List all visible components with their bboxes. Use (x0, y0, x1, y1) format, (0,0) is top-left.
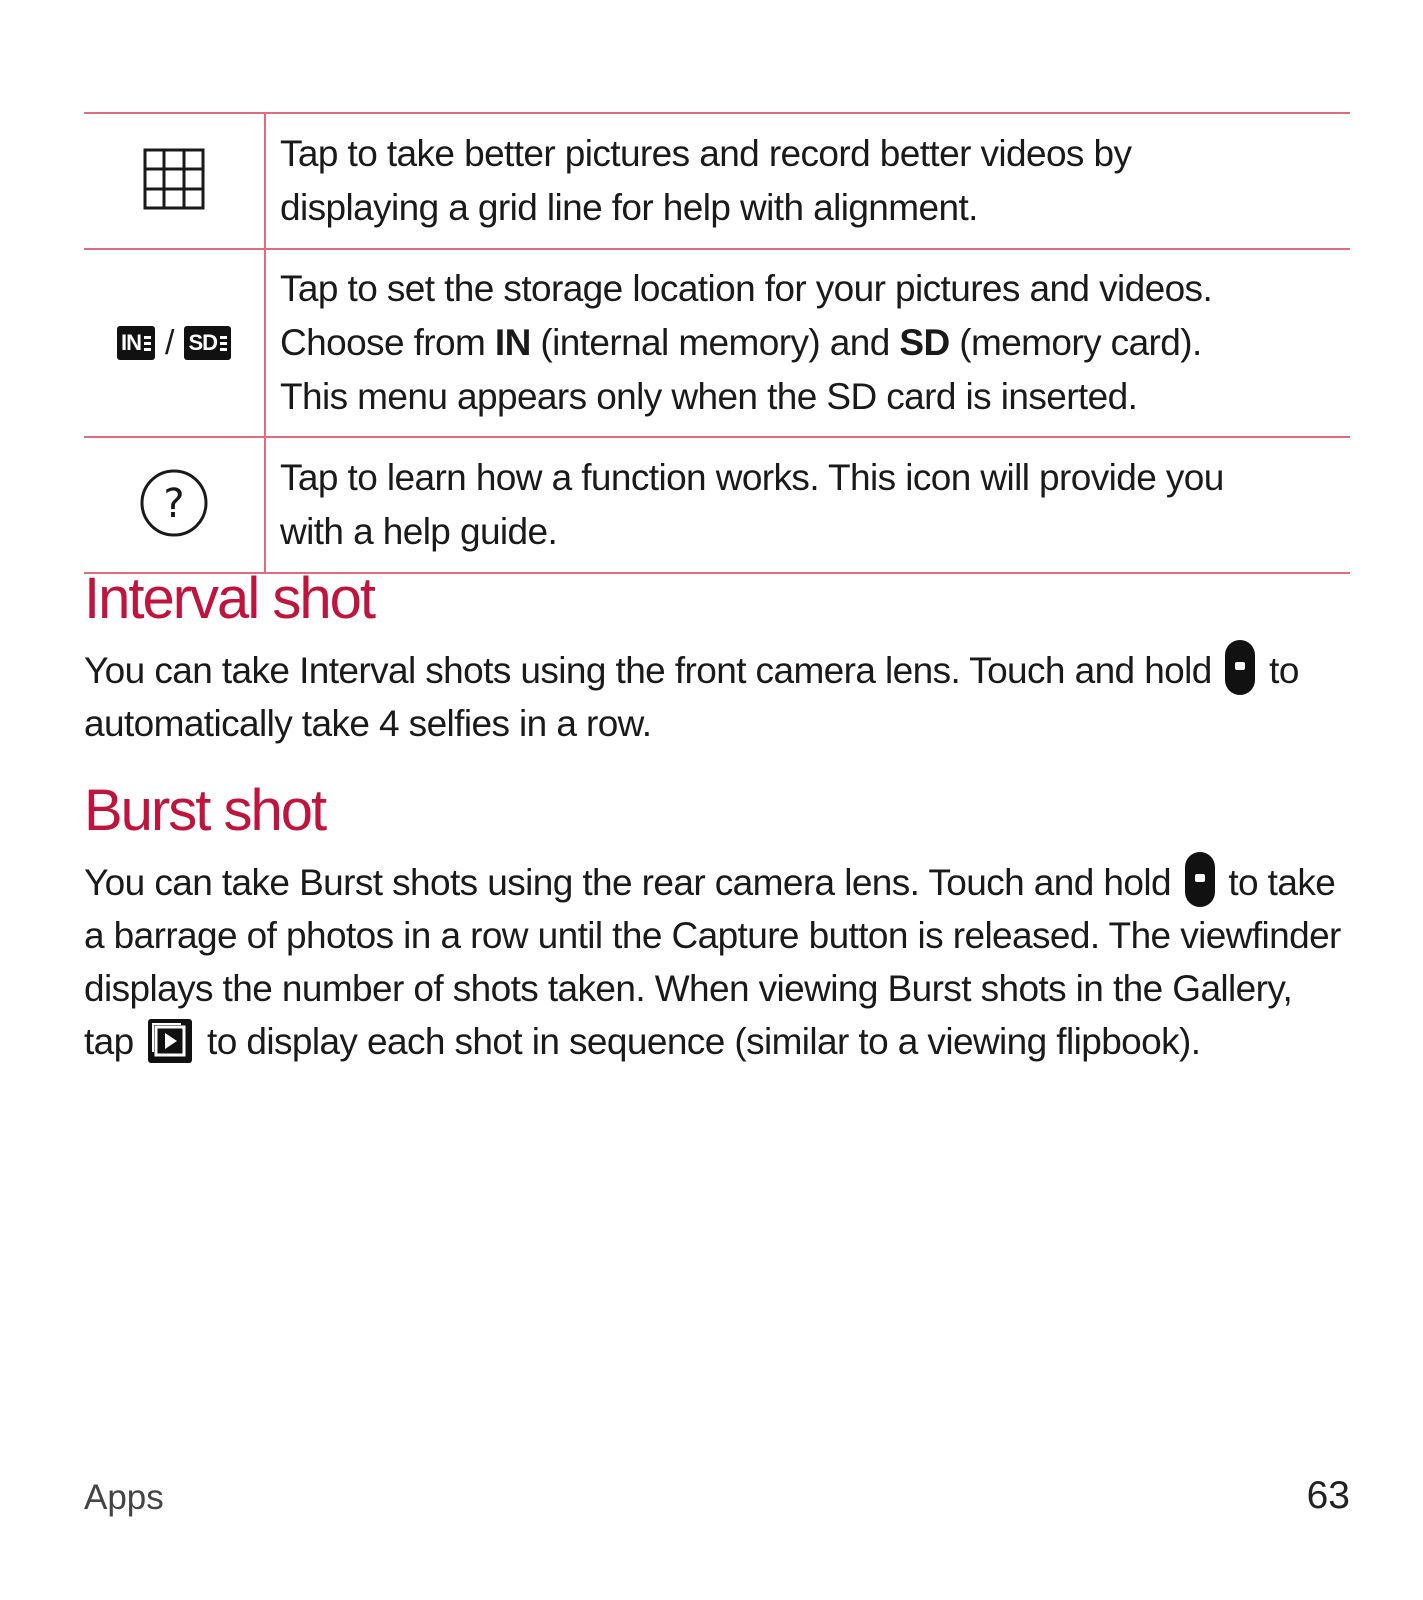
description-line-text: (memory card). (949, 322, 1202, 363)
description-line-text: Choose from (280, 322, 495, 363)
capture-button-icon (1225, 640, 1255, 695)
description-cell (265, 249, 1350, 437)
interval-shot-paragraph (84, 640, 1350, 750)
interval-shot-heading: Interval shot (84, 566, 374, 631)
description-line: This menu appears only when the SD card is inserted. (280, 376, 1138, 417)
storage-icons (117, 324, 231, 363)
table-row (84, 437, 1350, 573)
paragraph-text: to display each shot in sequence (similar to a viewing flipbook). (197, 1021, 1201, 1062)
internal-memory-icon-label: IN (120, 330, 141, 355)
separator: / (164, 323, 175, 362)
manual-page (84, 0, 1350, 1600)
internal-memory-icon (117, 326, 155, 360)
page-number: 63 (1306, 1474, 1350, 1517)
sd-card-icon (184, 326, 231, 360)
description-line: displaying a grid line for help with alignment. (280, 187, 978, 228)
bold-sd: SD (899, 322, 950, 363)
description-cell (265, 113, 1350, 249)
description-line: Tap to learn how a function works. This icon will provide you (280, 457, 1224, 498)
svg-text:?: ? (163, 480, 185, 527)
burst-shot-heading: Burst shot (84, 778, 326, 843)
flipbook-icon (147, 1018, 193, 1078)
bold-in: IN (494, 322, 531, 363)
capture-button-icon (1185, 852, 1215, 907)
burst-shot-paragraph (84, 852, 1350, 1078)
description-line: Tap to set the storage location for your pictures and videos. (280, 268, 1213, 309)
description-line-text: (internal memory) and (530, 322, 900, 363)
paragraph-text: You can take Interval shots using the front camera lens. Touch and hold (84, 650, 1222, 691)
paragraph-text: You can take Burst shots using the rear camera lens. Touch and hold (84, 862, 1181, 903)
sd-card-icon-label: SD (188, 330, 217, 355)
description-line: with a help guide. (280, 511, 558, 552)
help-icon (138, 467, 210, 539)
icon-cell (84, 113, 265, 249)
grid-icon (143, 148, 205, 210)
footer-section-label: Apps (84, 1478, 164, 1517)
icon-description-table (84, 112, 1350, 574)
paragraph-text: to take a barrage of photos in a row until the Capture button is released. The viewfinder displays the number of shots taken. When viewing Burst shots in the Gallery, tap (84, 862, 1341, 1062)
description-line: Tap to take better pictures and record better videos by (280, 133, 1132, 174)
icon-cell (84, 249, 265, 437)
paragraph-text: to automatically take 4 selfies in a row. (84, 650, 1299, 744)
table-row (84, 249, 1350, 437)
description-cell (265, 437, 1350, 573)
icon-cell (84, 437, 265, 573)
table-row (84, 113, 1350, 249)
